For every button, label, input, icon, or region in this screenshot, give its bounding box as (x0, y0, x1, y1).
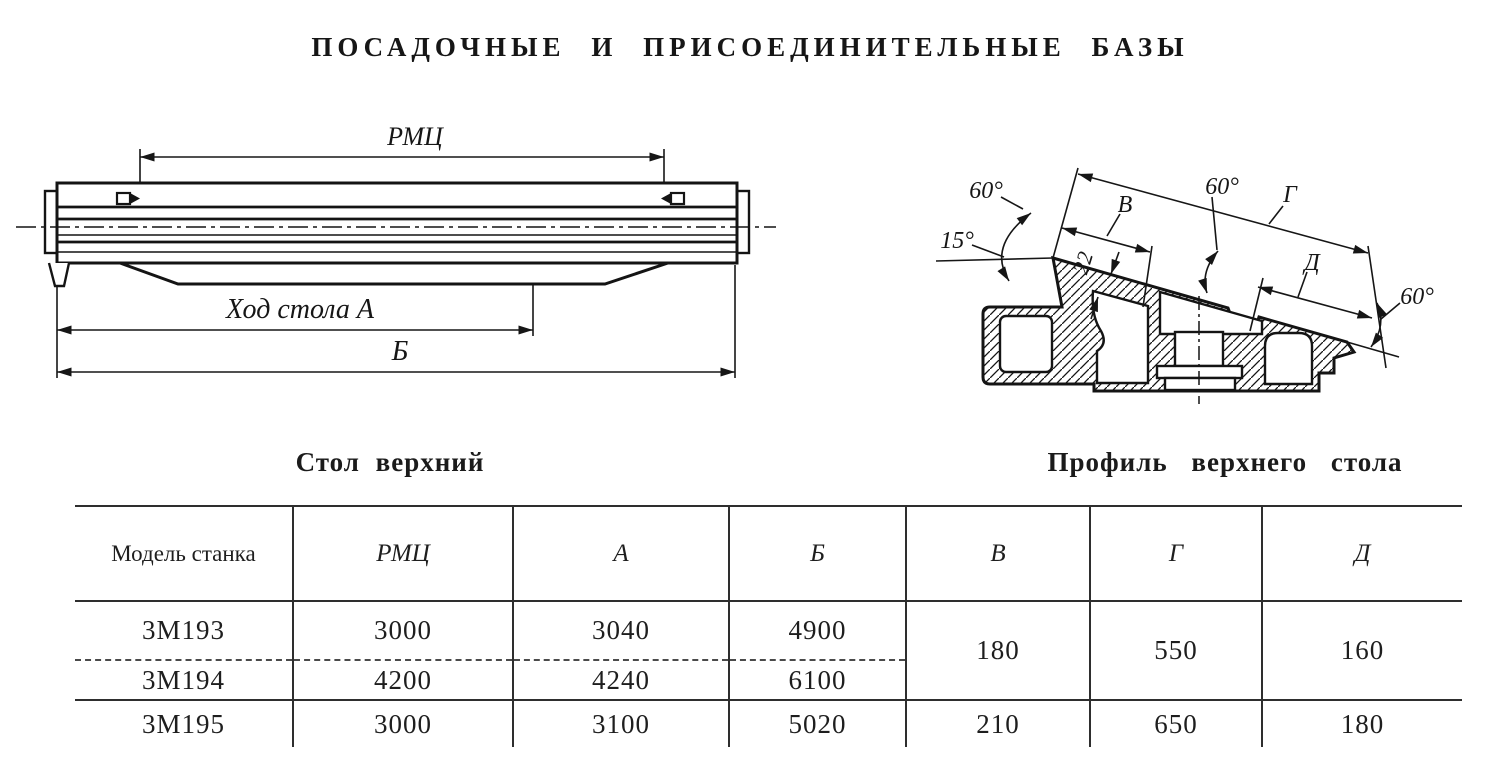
table-left-end-cap (45, 191, 57, 253)
center-marker-left (117, 193, 130, 204)
g-dimension-label: Г (1283, 182, 1297, 208)
dimensions-table (75, 505, 1462, 747)
left-15-angle-label: 15° (940, 228, 974, 254)
cell-rmc: 3000 (293, 700, 513, 747)
caption-profile: Профиль верхнего стола (1047, 447, 1403, 477)
t-slot-upper-cavity (1160, 292, 1262, 334)
header-a: А (513, 506, 729, 601)
cell-d: 180 (1262, 700, 1462, 747)
table-bottom-trapezoid (120, 263, 668, 284)
cell-b: 5020 (729, 700, 906, 747)
g-label-leader (1269, 206, 1283, 224)
cell-rmc: 4200 (293, 660, 513, 700)
right-60-leader (1381, 303, 1400, 319)
cell-a: 4240 (513, 660, 729, 700)
left-60-leader (1001, 197, 1023, 209)
header-model: Модель станка (75, 506, 293, 601)
cell-v-merged: 180 (906, 601, 1090, 700)
mid-60-angle-label: 60° (1205, 174, 1239, 200)
d-dimension-label: Д (1304, 250, 1320, 276)
right-end-extension (1368, 246, 1386, 368)
cell-b: 4900 (729, 601, 906, 660)
cell-model: 3М195 (141, 708, 225, 739)
caption-upper-table: Стол верхний (295, 447, 485, 477)
right-60-angle-label: 60° (1400, 284, 1434, 310)
cell-a: 3040 (513, 601, 729, 660)
cell-g-merged: 550 (1090, 601, 1262, 700)
channel-cavity (1000, 316, 1052, 372)
center-marker-right (671, 193, 684, 204)
header-v: В (906, 506, 1090, 601)
table-right-end-cap (737, 191, 749, 253)
header-d: Д (1262, 506, 1462, 601)
cell-v: 210 (906, 700, 1090, 747)
v-dimension-line (1062, 228, 1150, 252)
header-g: Г (1090, 506, 1262, 601)
left-60-angle-arc (1002, 213, 1031, 281)
left-60-angle-label: 60° (969, 178, 1003, 204)
cell-d-merged: 160 (1262, 601, 1462, 700)
upper-table-profile-drawing (915, 140, 1500, 415)
table-header-row (75, 506, 1462, 601)
table-row-3m195 (75, 700, 1462, 747)
cell-model: 3М193 (75, 601, 293, 660)
table-left-foot (49, 263, 69, 286)
left-face-extension (1053, 168, 1078, 258)
horizontal-reference-line (936, 258, 1053, 261)
dim22-arrow-upper (1111, 252, 1119, 274)
cell-rmc: 3000 (293, 601, 513, 660)
mid-60-angle-arc (1205, 251, 1218, 293)
upper-table-side-view-drawing (0, 95, 800, 395)
travel-dimension-label: Ход стола А (226, 294, 374, 325)
cell-g: 650 (1090, 700, 1262, 747)
page-title: ПОСАДОЧНЫЕ И ПРИСОЕДИНИТЕЛЬНЫЕ БАЗЫ (311, 32, 1189, 62)
v-dimension-label: В (1117, 192, 1133, 218)
table-body-outline (57, 183, 737, 263)
mid-60-leader (1212, 197, 1217, 250)
t-slot-bolt-head (1165, 378, 1235, 390)
d-dimension-line (1258, 287, 1372, 318)
b-dimension-label: Б (391, 336, 409, 367)
rmc-dimension-label: РМЦ (387, 122, 443, 151)
right-hollow-cavity (1265, 333, 1312, 384)
left-15-leader (972, 245, 1004, 257)
cell-model: 3М194 (75, 660, 293, 700)
header-rmc: РМЦ (293, 506, 513, 601)
table-row-3m193 (75, 601, 1462, 660)
header-b: Б (729, 506, 906, 601)
cell-a: 3100 (513, 700, 729, 747)
dim22-label: 22 (1067, 248, 1098, 277)
cell-b: 6100 (729, 660, 906, 700)
